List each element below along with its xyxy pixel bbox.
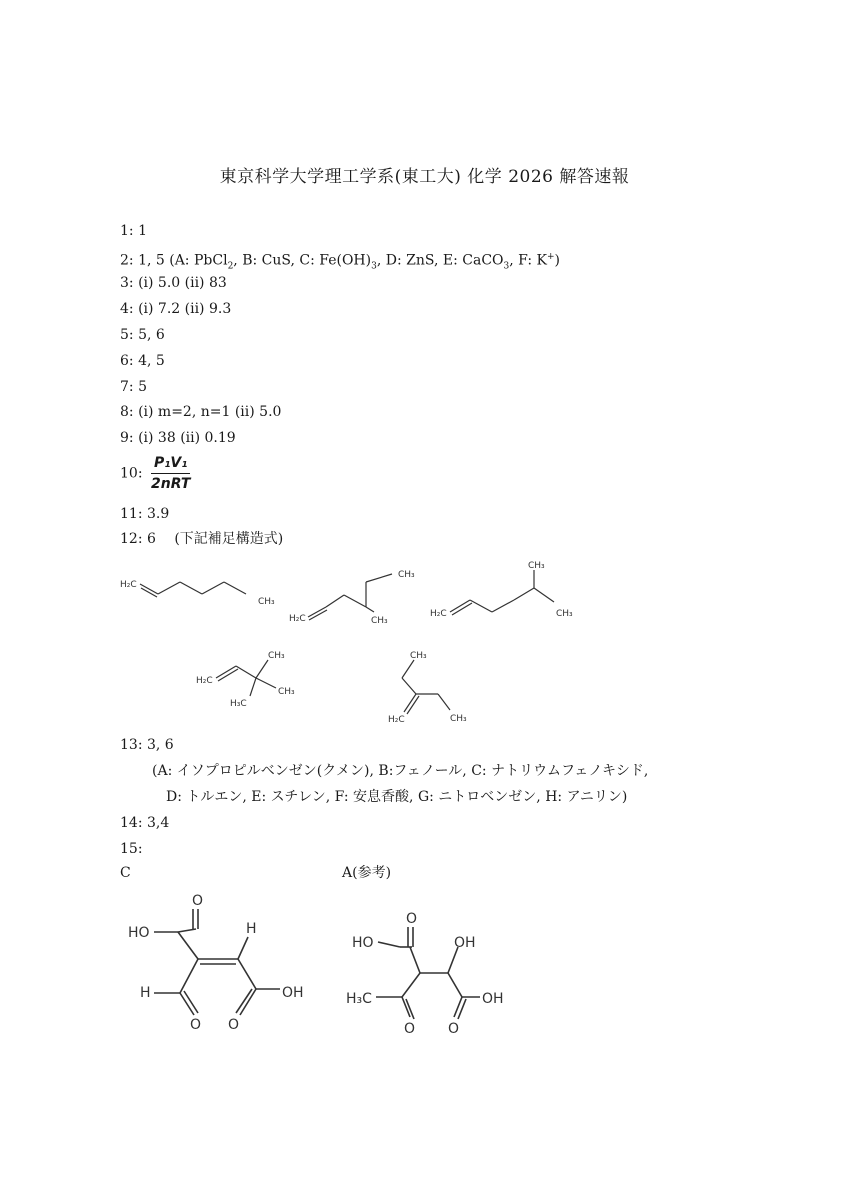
answer-4: 4: (i) 7.2 (ii) 9.3 [120,301,232,317]
answer-13-detail-1: (A: イソプロピルベンゼン(クメン), B:フェノール, C: ナトリウムフェノキシド, [152,763,649,779]
fraction [151,454,190,493]
svg-text:O: O [404,1021,416,1037]
svg-text:HO: HO [128,925,150,941]
structure-3-methyl-1-pentene [289,570,415,626]
svg-text:CH₃: CH₃ [556,609,573,619]
answer-10: 10: $\frac{\text{P₁V₁}}{\text{2nRT}}$ [120,455,191,492]
svg-text:H₂C: H₂C [430,609,447,619]
svg-text:H₃C: H₃C [230,699,247,709]
structure-hexene [120,580,275,607]
svg-text:CH₃: CH₃ [258,597,275,607]
svg-text:H₃C: H₃C [346,991,372,1007]
answer-13: 13: 3, 6 [120,737,174,753]
svg-text:O: O [406,911,418,927]
structure-label-c: C [120,865,131,881]
answer-1: 1: 1 [120,223,147,239]
answer-5: 5: 5, 6 [120,327,165,343]
fraction-denominator: 2nRT [150,476,191,492]
svg-text:CH₃: CH₃ [450,714,467,724]
answer-12: 12: 6 (下記補足構造式) [120,531,284,547]
svg-text:O: O [448,1021,460,1037]
fraction-numerator: P₁V₁ [151,454,190,474]
svg-text:H: H [246,921,257,937]
svg-text:CH₃: CH₃ [278,687,295,697]
svg-text:CH₃: CH₃ [528,561,545,571]
svg-text:O: O [192,893,204,909]
structure-label-a: A(参考) [342,865,392,881]
answer-3: 3: (i) 5.0 (ii) 83 [120,275,227,291]
svg-text:H₂C: H₂C [120,580,137,590]
answer-11: 11: 3.9 [120,506,170,522]
svg-text:HO: HO [352,935,374,951]
structure-4-methyl-1-pentene [430,561,573,619]
answer-14: 14: 3,4 [120,815,170,831]
answer-13-detail-2: D: トルエン, E: スチレン, F: 安息香酸, G: ニトロベンゼン, H: アニリン) [166,789,628,805]
answer-15: 15: [120,841,143,857]
svg-text:CH₃: CH₃ [398,570,415,580]
svg-text:H: H [140,985,151,1001]
svg-text:O: O [228,1017,240,1033]
svg-text:H₂C: H₂C [196,676,213,686]
svg-text:OH: OH [454,935,476,951]
answer-9: 9: (i) 38 (ii) 0.19 [120,430,236,446]
structure-2-ethyl-1-butene [388,651,467,725]
svg-text:CH₃: CH₃ [410,651,427,661]
answer-2: 2: 1, 5 (A: PbCl$_2$, B: CuS, C: $Fe(OH)_3$, D: ZnS, E: CaCO$_3$, F: K+) [120,252,561,272]
structure-c [128,893,304,1033]
structure-a [346,911,504,1037]
page-title: 東京科学大学理工学系(東工大) 化学 2026 解答速報 [219,167,630,187]
svg-text:H₂C: H₂C [289,614,306,624]
svg-text:CH₃: CH₃ [371,616,388,626]
svg-text:O: O [190,1017,202,1033]
answer-7: 7: 5 [120,379,147,395]
answer-8: 8: (i) m=2, n=1 (ii) 5.0 [120,404,282,420]
svg-text:H₂C: H₂C [388,715,405,725]
structure-3-3-dimethyl-1-butene [196,651,295,709]
svg-text:OH: OH [282,985,304,1001]
answer-6: 6: 4, 5 [120,353,165,369]
structures-12 [0,560,849,740]
structures-15 [0,885,849,1045]
svg-text:OH: OH [482,991,504,1007]
svg-text:CH₃: CH₃ [268,651,285,661]
